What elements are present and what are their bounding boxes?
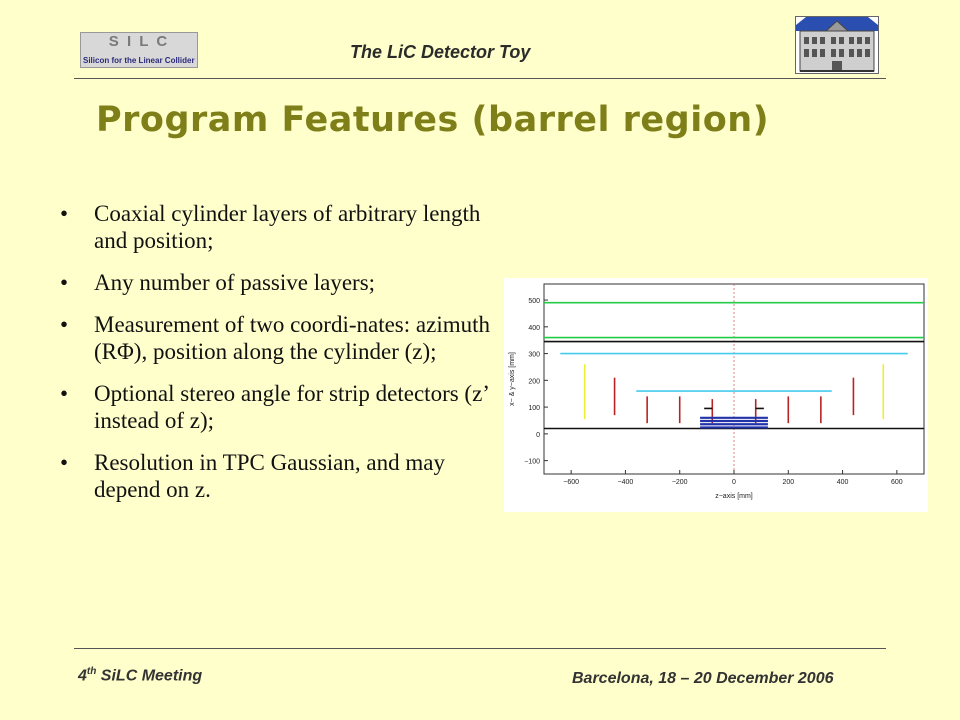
x-tick-label: 600 xyxy=(891,479,903,486)
footer-meeting-number: 4 xyxy=(78,667,87,685)
x-tick-label: 200 xyxy=(782,479,795,486)
x-axis-label: z−axis [mm] xyxy=(715,493,753,500)
y-tick-label: 400 xyxy=(528,324,540,332)
building-icon xyxy=(796,17,878,73)
detector-plot-svg xyxy=(504,278,928,512)
bullet-list xyxy=(58,200,498,518)
y-tick-label: 200 xyxy=(528,378,540,386)
bullet-item: • Measurement of two coordi-nates: azimuth (RΦ), position along the cylinder (z); xyxy=(58,311,498,365)
silc-logo-tagline: Silicon for the Linear Collider xyxy=(83,56,195,65)
footer-location-date: Barcelona, 18 – 20 December 2006 xyxy=(572,670,834,687)
y-tick-label: 500 xyxy=(528,298,540,306)
y-tick-label: 0 xyxy=(536,431,540,439)
silc-logo-letters: S I L C xyxy=(108,33,170,50)
header-title: The LiC Detector Toy xyxy=(350,42,531,62)
x-tick-label: 400 xyxy=(836,479,849,486)
y-tick-label: 100 xyxy=(528,405,540,413)
bullet-item: • Coaxial cylinder layers of arbitrary length and position; xyxy=(58,200,498,254)
x-tick-label: −600 xyxy=(563,479,580,486)
x-tick-label: −400 xyxy=(617,479,634,486)
bullet-item: • Resolution in TPC Gaussian, and may depend on z. xyxy=(58,449,498,503)
bullet-item: • Optional stereo angle for strip detectors (z’ instead of z); xyxy=(58,380,498,434)
building-logo xyxy=(795,16,879,74)
footer-meeting-name: SiLC Meeting xyxy=(96,667,203,685)
slide-title: Program Features (barrel region) xyxy=(96,100,770,140)
detector-layout-plot xyxy=(504,278,928,512)
y-axis-label: x− & y−axis [mm] xyxy=(509,352,516,406)
footer-meeting xyxy=(78,666,202,685)
bullet-item: • Any number of passive layers; xyxy=(58,269,498,296)
header-divider xyxy=(74,78,886,79)
y-tick-label: −100 xyxy=(524,458,540,466)
footer-divider xyxy=(74,648,886,649)
silc-logo xyxy=(80,32,198,68)
x-tick-label: 0 xyxy=(732,479,736,486)
footer-meeting-ordinal: th xyxy=(86,666,97,677)
x-tick-label: −200 xyxy=(671,479,688,486)
y-tick-label: 300 xyxy=(528,351,540,359)
